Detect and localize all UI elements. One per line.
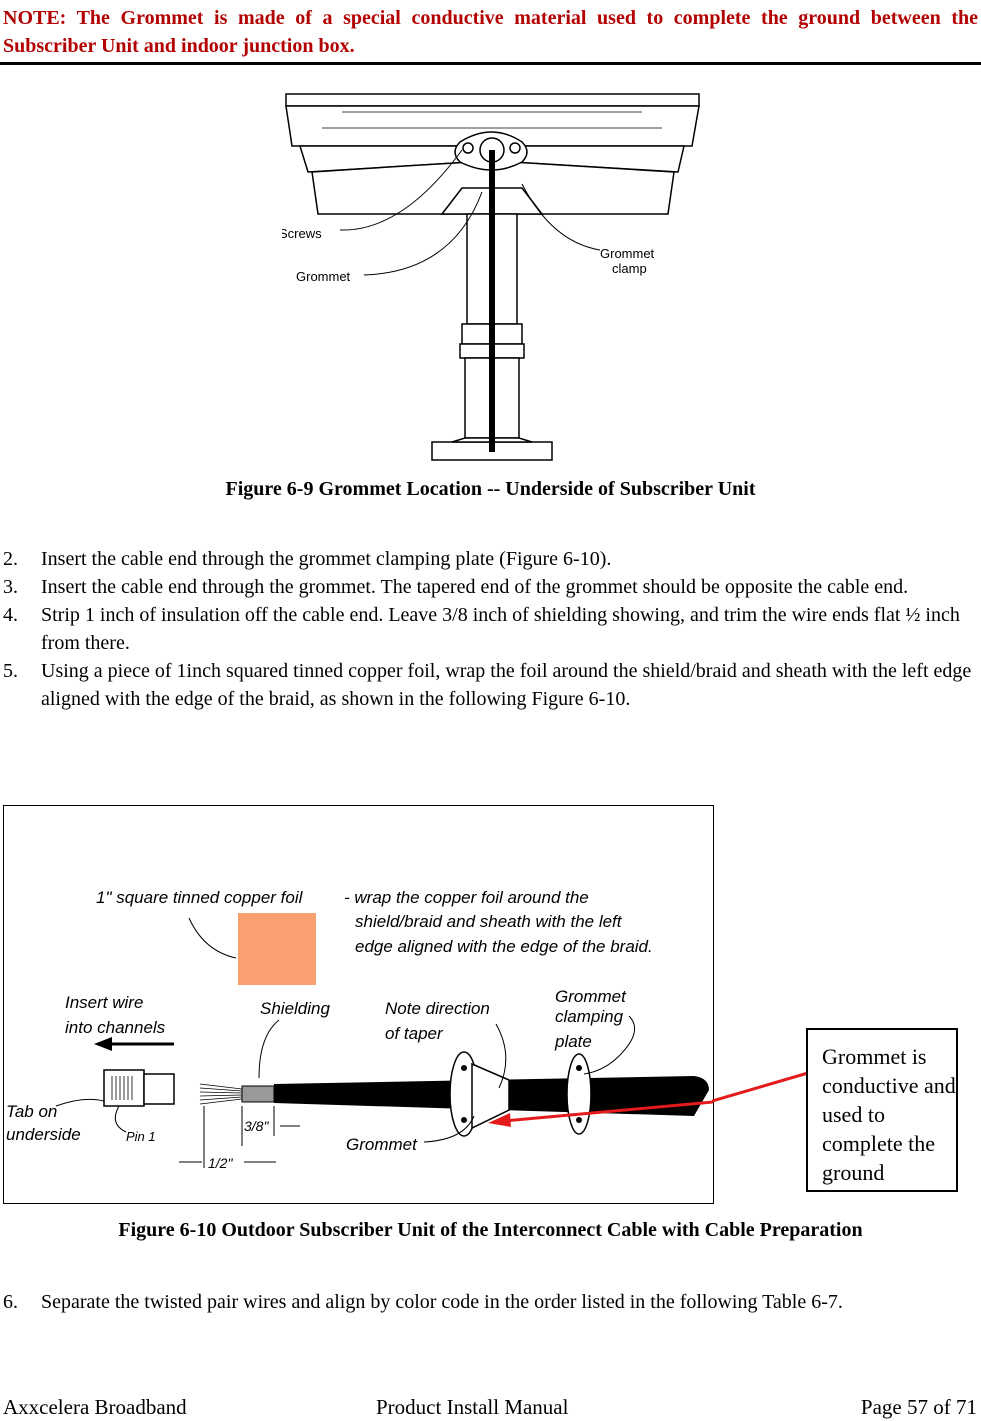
figure-6-9-caption: Figure 6-9 Grommet Location -- Underside of Subscriber Unit [225,478,756,500]
grommet-clamp-label-1: Grommet [600,246,655,261]
note-paragraph: NOTE: The Grommet is made of a special conductive material used to complete the ground between the Subscriber Unit and indoor junction box. [3,7,978,57]
steps-list-a [3,545,973,713]
footer-company: Axxcelera Broadband [3,1395,187,1419]
wrap-note-2: shield/braid and sheath with the left [355,912,622,931]
foil-label: 1" square tinned copper foil [96,888,303,907]
list-item: 2. Insert the cable end through the grommet clamping plate (Figure 6-10). [3,548,612,570]
footer-page-number: Page 57 of 71 [860,1395,977,1419]
figure-grommet-location [282,92,702,462]
dim-1-2-label: 1/2" [208,1155,233,1171]
grommet-clamp-label-2: clamp [612,261,647,276]
plate-label-3: plate [555,1032,592,1051]
insert-wire-label-2: into channels [65,1018,166,1037]
copper-foil-swatch [238,913,316,985]
figure-cable-preparation [3,805,714,1204]
tab-label-1: Tab on [6,1102,58,1121]
callout-box: Grommet is conductive and used to complete the ground [806,1028,958,1192]
shielding-section [242,1086,274,1102]
tab-label-2: underside [6,1125,81,1144]
list-item: 3. Insert the cable end through the grommet. The tapered end of the grommet should be opposite the cable end. [3,576,909,598]
steps-list-b [3,1288,978,1316]
dim-3-8-label: 3/8" [244,1118,269,1134]
list-item: 4. Strip 1 inch of insulation off the cable end. Leave 3/8 inch of shielding showing, and trim the wire ends flat ½ inch from there. [3,604,960,654]
footer-title: Product Install Manual [376,1395,569,1419]
insert-arrow-head [94,1037,112,1051]
wrap-note-3: edge aligned with the edge of the braid. [355,937,653,956]
grommet-label: Grommet [296,269,351,284]
figure-6-10-caption: Figure 6-10 Outdoor Subscriber Unit of the Interconnect Cable with Cable Preparation [118,1219,863,1241]
plate-label-2: clamping [555,1007,624,1026]
insert-wire-label-1: Insert wire [65,993,144,1012]
wrap-note-1: - wrap the copper foil around the [344,888,589,907]
taper-label-2: of taper [385,1024,443,1043]
callout-arrow-extension [712,1070,808,1110]
header-rule [0,62,981,65]
plate-label-1: Grommet [555,987,626,1006]
taper-label-1: Note direction [385,999,490,1018]
pin-label: Pin 1 [126,1129,156,1144]
screws-label: Screws [282,226,322,241]
grommet-label-fig2: Grommet [346,1135,417,1154]
list-item: 6. Separate the twisted pair wires and align by color code in the order listed in the following Table 6-7. [3,1291,843,1313]
list-item: 5. Using a piece of 1inch squared tinned copper foil, wrap the foil around the shield/braid and sheath with the left edge aligned with the edge of the braid, as shown in the following Figure 6-10. [3,660,972,710]
shielding-label: Shielding [260,999,330,1018]
